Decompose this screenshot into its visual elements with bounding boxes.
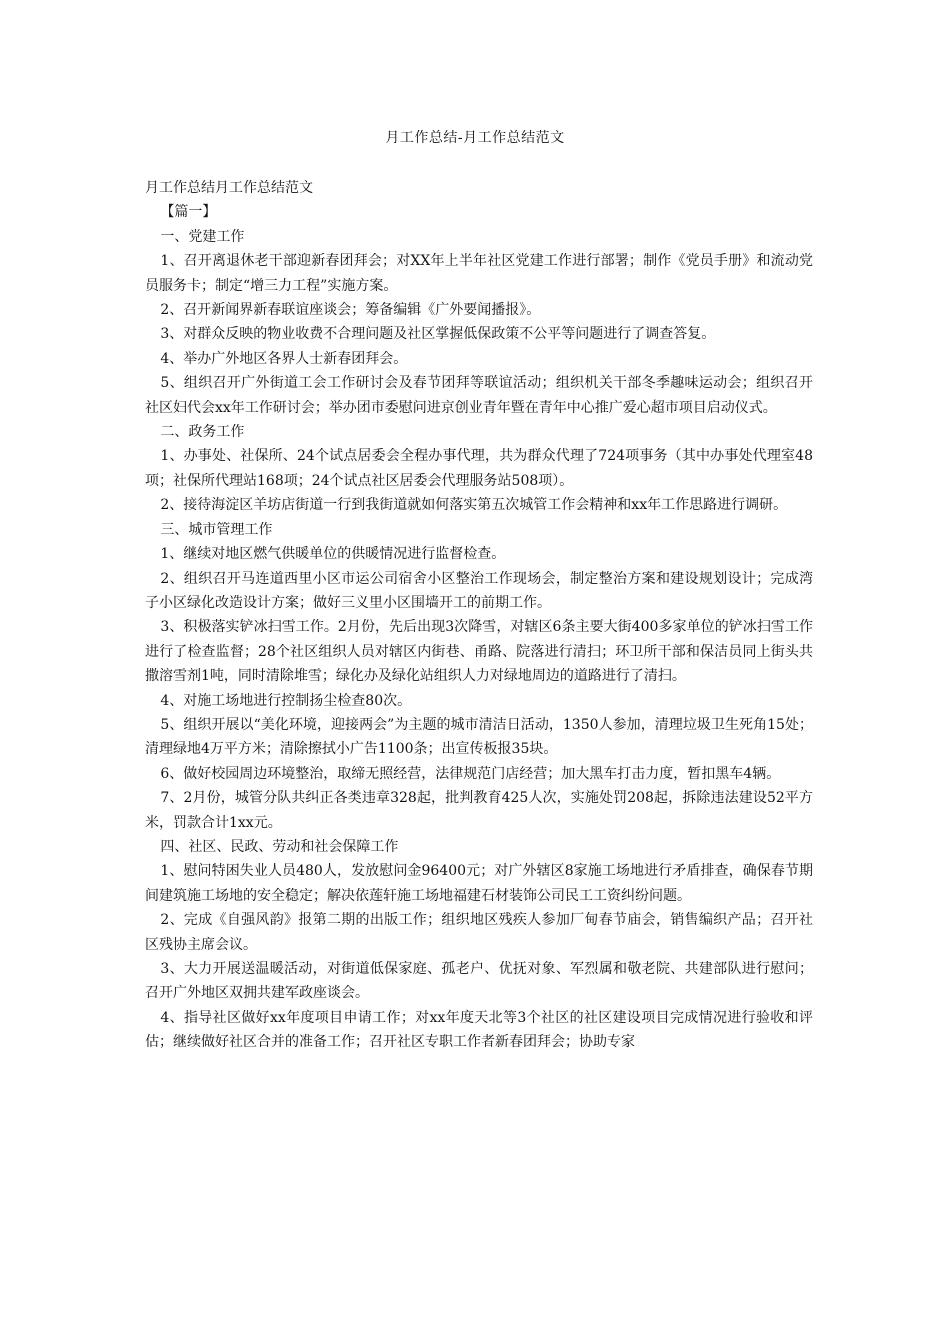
paragraph: 1、继续对地区燃气供暖单位的供暖情况进行监督检查。	[160, 546, 506, 563]
section-heading: 四、社区、民政、劳动和社会保障工作	[160, 838, 399, 855]
document-title: 月工作总结-月工作总结范文	[385, 130, 565, 146]
paragraph: 3、对群众反映的物业收费不合理问题及社区掌握低保政策不公平等问题进行了调查答复。	[160, 326, 716, 343]
paragraph: 2、完成《自强风韵》报第二期的出版工作；组织地区残疾人参加厂甸春节庙会，销售编织产品；召开社区残协主席会议。	[145, 912, 813, 953]
paragraph: 7、2月份，城管分队共纠正各类违章328起，批判教育425人次，实施处罚208起，拆除违法建设52平方米，罚款合计1xx元。	[145, 790, 813, 831]
paragraph: 5、组织开展以“美化环境，迎接两会”为主题的城市清洁日活动，1350人参加，清理垃圾卫生死角15处；清理绿地4万平方米；清除擦拭小广告1100条；出宣传板报35块。	[145, 716, 813, 758]
paragraph: 4、对施工场地进行控制扬尘检查80次。	[160, 692, 412, 709]
paragraph: 4、指导社区做好xx年度项目申请工作；对xx年度天北等3个社区的社区建设项目完成情况进行验收和评估；继续做好社区合并的准备工作；召开社区专职工作者新春团拜会；协助专家	[145, 1009, 813, 1051]
section-heading: 二、政务工作	[160, 424, 245, 441]
section-heading: 一、党建工作	[160, 228, 245, 245]
paragraph: 4、举办广外地区各界人士新春团拜会。	[160, 350, 408, 367]
paragraph: 3、积极落实铲冰扫雪工作。2月份，先后出现3次降雪，对辖区6条主要大街400多家单位的铲冰扫雪工作进行了检查监督；28个社区组织人员对辖区内街巷、甬路、院落进行清扫；环卫所干部和保洁员同上街头共撒溶雪剂1吨，同时清除堆雪；绿化办及绿化站组织人力对绿地周边的道路进行了清扫。	[145, 619, 813, 685]
paragraph: 1、召开离退休老干部迎新春团拜会；对XX年上半年社区党建工作进行部署；制作《党员手册》和流动党员服务卡；制定“增三力工程”实施方案。	[145, 253, 813, 294]
document-body	[145, 176, 813, 1055]
paragraph: 2、组织召开马连道西里小区市运公司宿舍小区整治工作现场会，制定整治方案和建设规划设计；完成湾子小区绿化改造设计方案；做好三义里小区围墙开工的前期工作。	[145, 570, 813, 611]
paragraph: 1、慰问特困失业人员480人，发放慰问金96400元；对广外辖区8家施工场地进行矛盾排查，确保春节期间建筑施工场地的安全稳定；解决依莲轩施工场地福建石材装饰公司民工工资纠纷问题。	[145, 863, 813, 904]
document-subtitle: 月工作总结月工作总结范文	[145, 180, 313, 196]
paragraph: 2、召开新闻界新春联谊座谈会；筹备编辑《广外要闻播报》。	[160, 302, 541, 319]
paragraph: 2、接待海淀区羊坊店街道一行到我街道就如何落实第五次城管工作会精神和xx年工作思路进行调研。	[160, 497, 788, 514]
paragraph: 3、大力开展送温暖活动，对街道低保家庭、孤老户、优抚对象、军烈属和敬老院、共建部队进行慰问；召开广外地区双拥共建军政座谈会。	[145, 961, 813, 1002]
paragraph: 1、办事处、社保所、24个试点居委会全程办事代理，共为群众代理了724项事务（其中办事处代理室48项；社保所代理站168项；24个试点社区居委会代理服务站508项）。	[145, 448, 813, 489]
section-heading: 三、城市管理工作	[160, 521, 273, 538]
paragraph: 6、做好校园周边环境整治，取缔无照经营，法律规范门店经营；加大黑车打击力度，暂扣黑车4辆。	[160, 765, 781, 782]
section-label: 【篇一】	[160, 204, 217, 221]
paragraph: 5、组织召开广外街道工会工作研讨会及春节团拜等联谊活动；组织机关干部冬季趣味运动会；组织召开社区妇代会xx年工作研讨会；举办团市委慰问进京创业青年暨在青年中心推广爱心超市项目启动仪式。	[145, 375, 813, 416]
